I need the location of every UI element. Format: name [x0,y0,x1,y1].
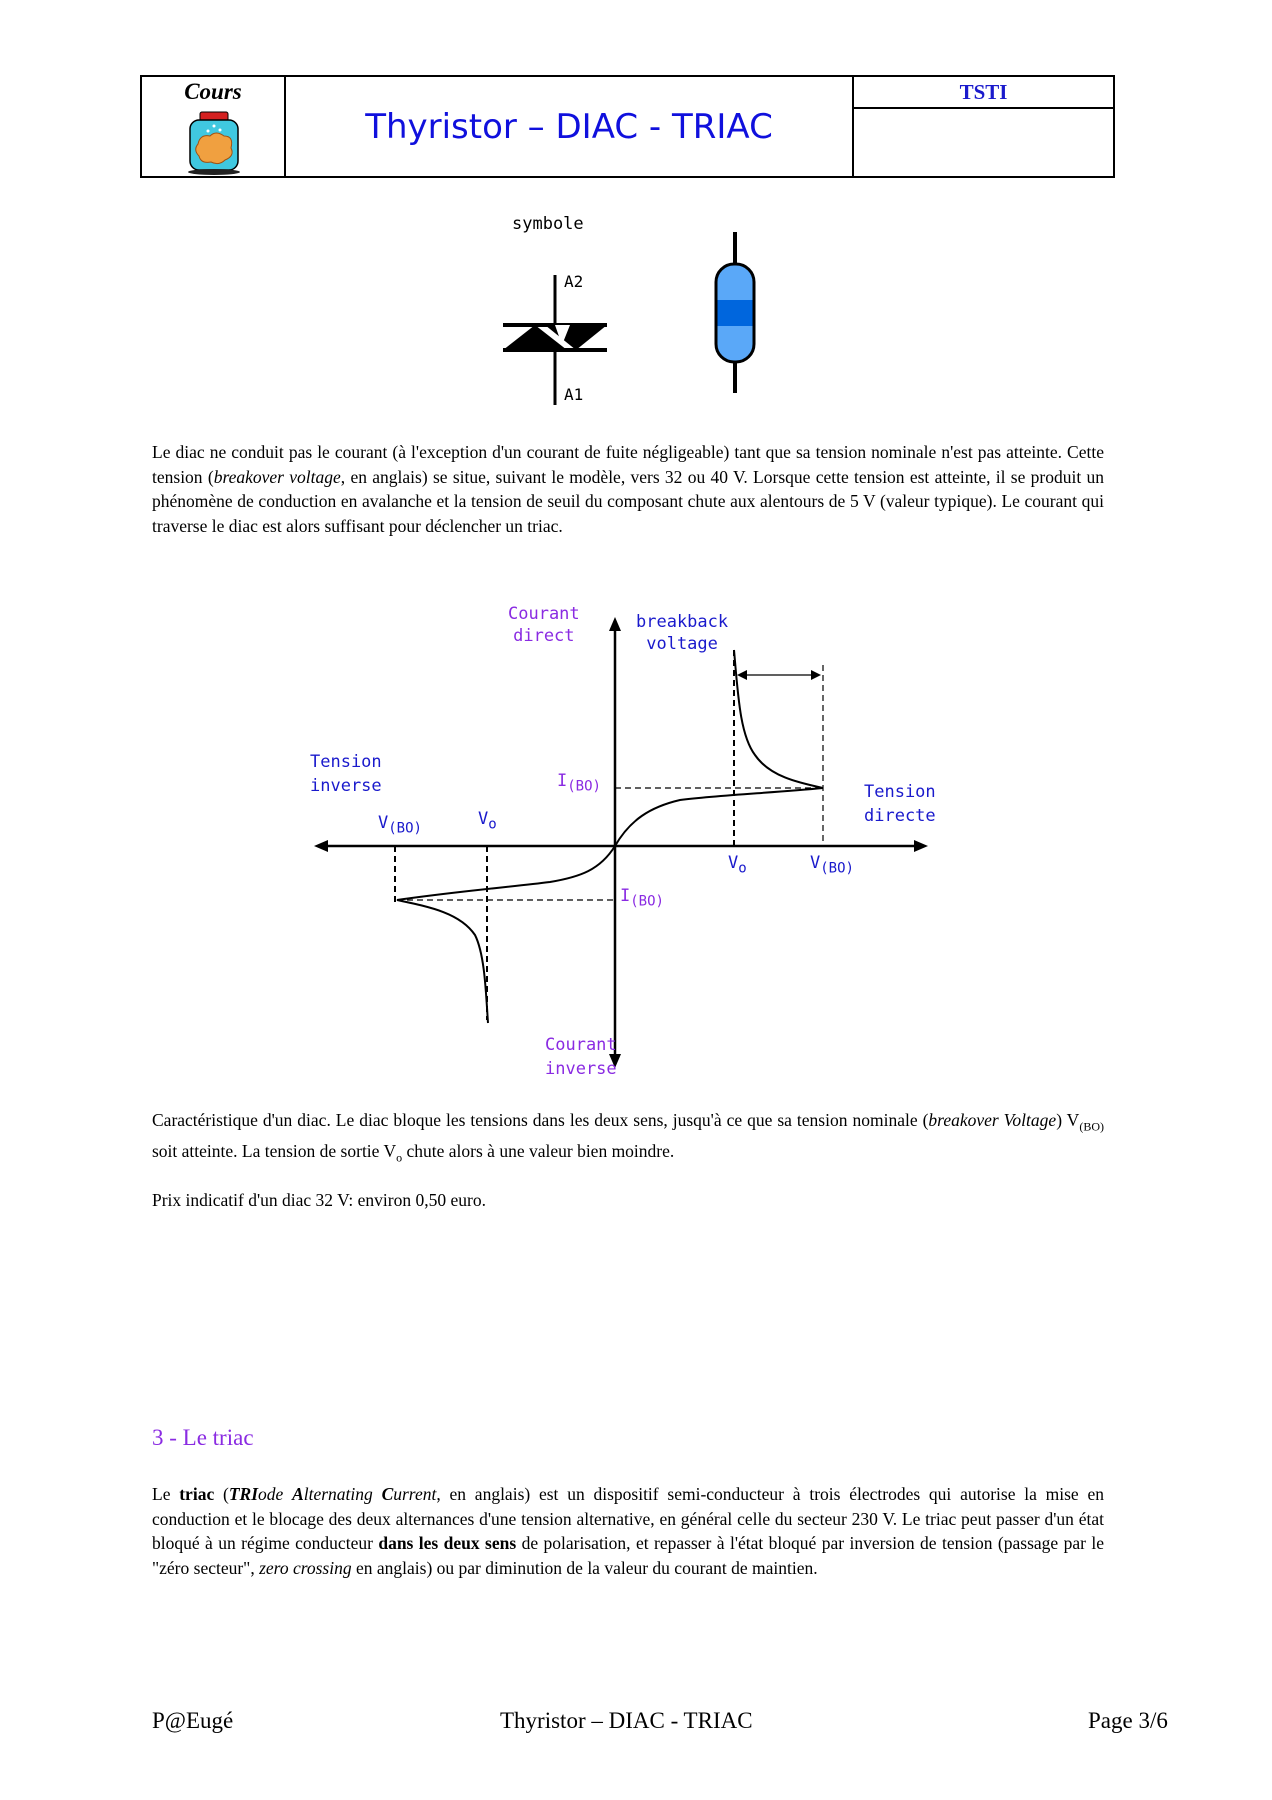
class-label: TSTI [854,77,1113,109]
category-label: Cours [184,79,242,104]
page-title: Thyristor – DIAC - TRIAC [365,106,773,147]
diac-symbol-figure [500,265,620,410]
terminal-a2-label: A2 [564,272,584,291]
brain-jar-icon [184,110,244,176]
intro-paragraph: Le diac ne conduit pas le courant (à l'exception d'un courant de fuite négligeable) tant que sa tension nominale n'est pas atteinte. Cette tension (breakover voltage, en anglais) se situe, suivant le modèle, vers 32 ou 40 V. Lorsque cette tension est atteinte, il se produit un phénomène de conduction en avalanche et la tension de seuil du composant chute aux alentours de 5 V (valeur typique). Le courant qui traverse le diac est alors suffisant pour déclencher un triac. [152,442,1104,536]
document-header [140,75,1115,178]
y-axis-bottom-label: Courant inverse [545,1035,617,1079]
y-axis-top-label: Courant direct [508,604,580,646]
price-line: Prix indicatif d'un diac 32 V: environ 0,50 euro. [152,1190,486,1210]
triac-paragraph: Le triac (TRIode Alternating Current, en anglais) est un dispositif semi-conducteur à trois électrodes qui autorise la mise en conduction et le blocage des deux alternances d'une tension alternative, en général celle du secteur 230 V. Le triac peut passer d'un état bloqué à un régime conducteur dans les deux sens de polarisation, et repasser à l'état bloqué par inversion de tension (passage par le "zéro secteur", zero crossing en anglais) ou par diminution de la valeur du courant de maintien. [152,1484,1104,1578]
footer-title: Thyristor – DIAC - TRIAC [500,1708,753,1733]
breakback-voltage-annotation: breakback voltage [636,612,729,654]
vo-left-label: $V_o$ [478,809,497,833]
diac-characteristic-diagram [300,595,980,1079]
term-breakover-voltage: breakover voltage [213,466,341,487]
ibo-bottom-label: $I_{(BO)}$ [620,886,664,910]
terminal-a1-label: A1 [564,385,584,404]
diagram-caption: Caractéristique d'un diac. Le diac bloque les tensions dans les deux sens, jusqu'à ce que sa tension nominale (breakover Voltage) $V_{(BO)}$ soit atteinte. La tension de sortie $V_o$ chute alors à une valeur bien moindre. [152,1110,1104,1165]
footer-author: P@Eugé [152,1708,234,1733]
x-axis-left-label: Tension inverse [310,752,382,796]
diac-component-icon [705,230,765,395]
footer-page-number: Page 3/6 [1088,1708,1168,1733]
header-class-cell [852,77,1113,176]
vbo-right-label: $V_{(BO)}$ [810,853,854,877]
header-category-cell [142,77,286,176]
ibo-top-label: $I_{(BO)}$ [557,771,601,795]
vbo-left-label: $V_{(BO)}$ [378,813,422,837]
forward-curve [615,650,823,846]
reverse-curve [397,846,615,1023]
vo-right-label: $V_o$ [728,853,747,877]
symbol-caption: symbole [512,214,584,234]
x-axis-right-label: Tension directe [864,782,936,826]
section-heading: 3 - Le triac [152,1425,254,1450]
